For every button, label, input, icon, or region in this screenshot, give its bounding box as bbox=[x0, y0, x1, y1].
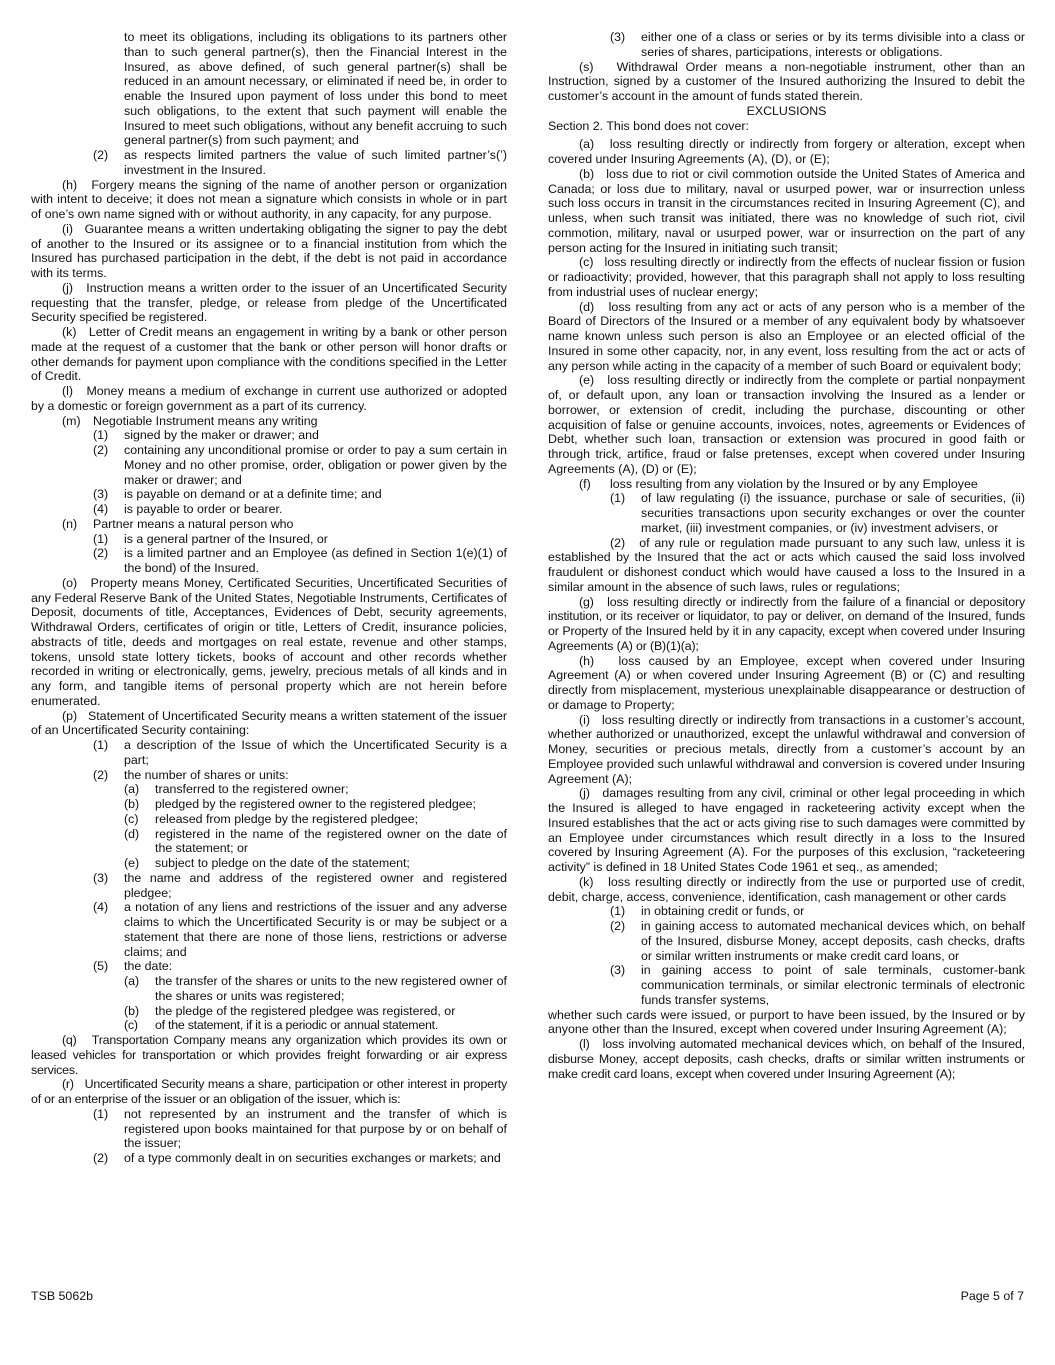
definition-r: (r) Uncertificated Security means a share, participation or other interest in property of or an enterprise of the issuer or an obligation of the issuer, which is: bbox=[31, 1077, 507, 1106]
item-text: a notation of any liens and restrictions of the issuer and any adverse claims to which the Uncertificated Security is or may be subject or a statement that there are none of those liens, restrictions or adverse claims; and bbox=[124, 900, 507, 959]
definition-o: (o) Property means Money, Certificated Securities, Uncertificated Securities of any Federal Reserve Bank of the United States, Negotiable Instruments, Certificates of Deposit, documents of title, Acceptances, Evidences of Debt, security agreements, Withdrawal Orders, certificates of origin or title, Letters of Credit, insurance policies, abstracts of title, deeds and mortgages on real estate, revenue and other stamps, tokens, unsold state lottery tickets, books of account and other records whether recorded in writing or electronically, gems, jewelry, precious metals of all kinds and in any form, and tangible items of personal property which are not herein before enumerated. bbox=[31, 575, 507, 708]
item-number: (d) bbox=[124, 826, 140, 841]
exclusion-g: (g) loss resulting directly or indirectly from the failure of a financial or depository institution, or its receiver or liquidator, to pay or deliver, on demand of the Insured, funds or Property of the Insured held by it in any capacity, except when covered under Insuring Agreements (A) or (B)(1)(a); bbox=[548, 594, 1025, 653]
item-number: (b) bbox=[124, 1003, 140, 1018]
sub-list-item bbox=[124, 782, 507, 797]
item-text: signed by the maker or drawer; and bbox=[124, 428, 319, 443]
item-number: (5) bbox=[93, 959, 109, 974]
item-number: (1) bbox=[93, 1106, 109, 1121]
clause-text: loss resulting from any violation by the Insured or by any Employee bbox=[610, 476, 978, 491]
paragraph-g1-continuation: to meet its obligations, including its obligations to its partners other than to such general partner(s), then the Financial Interest in the Insured, as above defined, of such general partner(s) shall be reduced in an amount necessary, or eliminated if need be, in order to enable the Insured upon payment of loss under this bond to meet such obligations, to the extent that such payment will enable the Insured to meet such obligations, without any benefit accruing to such general partner(s) from such payment; and bbox=[124, 30, 507, 148]
item-text: the number of shares or units: bbox=[124, 767, 289, 782]
definition-i: (i) Guarantee means a written undertaking obligating the signer to pay the debt of another to the Insured or its assignee or to a financial institution from which the Insured has purchased participation in the debt, if the debt is not paid in accordance with its terms. bbox=[31, 221, 507, 280]
item-text: a description of the Issue of which the Uncertificated Security is a part; bbox=[124, 738, 507, 767]
exclusion-k-tail: whether such cards were issued, or purport to have been issued, by the Insured or by anyone other than the Insured, except when covered under Insuring Agreement (A); bbox=[548, 1007, 1025, 1037]
clause-text: as respects limited partners the value of such limited partner’s(’) investment in the Insured. bbox=[124, 148, 507, 177]
item-text: of law regulating (i) the issuance, purchase or sale of securities, (ii) securities transactions upon security exchanges or over the counter market, (iii) investment companies, or (iv) investment advisers, or bbox=[641, 491, 1025, 535]
item-number: (4) bbox=[93, 900, 109, 915]
definition-h: (h) Forgery means the signing of the name of another person or organization with intent to deceive; it does not mean a signature which consists in whole or in part of one’s own name signed with or without authority, in any capacity, for any purpose. bbox=[31, 177, 507, 221]
clause-r3 bbox=[610, 30, 1025, 60]
item-text: released from pledge by the registered pledgee; bbox=[155, 811, 419, 826]
item-text: in obtaining credit or funds, or bbox=[641, 904, 805, 919]
exclusion-d: (d) loss resulting from any act or acts of any person who is a member of the Board of Directors of the Insured or a member of any equivalent body by whatsoever name known unless such person is also an Employee or an elected official of the Insured in some other capacity, nor, in any event, loss resulting from the act or acts of any person while acting in the capacity of a member of such Board or equivalent body; bbox=[548, 299, 1025, 373]
item-text: transferred to the registered owner; bbox=[155, 782, 349, 797]
list-item bbox=[93, 900, 507, 959]
sub-list-item bbox=[124, 812, 507, 827]
item-text: the date: bbox=[124, 959, 173, 974]
item-number: (1) bbox=[610, 904, 626, 919]
item-text: of a type commonly dealt in on securities exchanges or markets; and bbox=[124, 1151, 501, 1165]
item-number: (e) bbox=[124, 856, 140, 870]
item-number: (3) bbox=[610, 30, 626, 44]
list-item bbox=[93, 443, 507, 487]
list-item bbox=[610, 904, 1025, 919]
item-text: in gaining access to point of sale terminals, customer-bank communication terminals, or similar electronic terminals of electronic funds transfer systems, bbox=[641, 963, 1025, 1007]
list-item bbox=[93, 502, 507, 517]
definition-l: (l) Money means a medium of exchange in current use authorized or adopted by a domestic or foreign government as a part of its currency. bbox=[31, 384, 507, 413]
exclusion-h: (h) loss caused by an Employee, except when covered under Insuring Agreement (A) or when covered under Insuring Agreement (B) or (C) and resulting directly from misplacement, mysterious unexplainable disappearance or destruction of or damage to Property; bbox=[548, 653, 1025, 712]
definition-k: (k) Letter of Credit means an engagement in writing by a bank or other person made at the request of a customer that the bank or other person will honor drafts or other demands for payment upon compliance with the conditions specified in the Letter of Credit. bbox=[31, 325, 507, 384]
exclusion-e: (e) loss resulting directly or indirectly from the complete or partial nonpayment of, or default upon, any loan or transaction involving the Insured as a lender or borrower, or extension of credit, including the purchase, discounting or other acquisition of false or genuine accounts, invoices, notes, agreements or Evidences of Debt, whether such loan, transaction or extension was procured in good faith or through trick, artifice, fraud or false pretenses, except when covered under Insuring Agreements (A), (D) or (E); bbox=[548, 373, 1025, 476]
item-number: (a) bbox=[124, 974, 140, 988]
clause-number: (n) bbox=[62, 516, 78, 531]
list-item bbox=[610, 963, 1025, 1007]
exclusion-k: (k) loss resulting directly or indirectly from the use or purported use of credit, debit, charge, access, convenience, identification, cash management or other cards bbox=[548, 874, 1025, 904]
sub-list-item bbox=[124, 827, 507, 857]
clause-g2 bbox=[93, 148, 507, 178]
item-text: in gaining access to automated mechanical devices which, on behalf of the Insured, disburse Money, accept deposits, cash checks, drafts or similar written instruments or make credit card loans, or bbox=[641, 919, 1025, 963]
item-text: is payable to order or bearer. bbox=[124, 502, 283, 516]
item-text: of the statement, if it is a periodic or annual statement. bbox=[155, 1018, 439, 1033]
left-column bbox=[31, 30, 507, 1166]
item-number: (3) bbox=[93, 870, 109, 885]
item-text: the pledge of the registered pledgee was registered, or bbox=[155, 1003, 456, 1018]
exclusion-b: (b) loss due to riot or civil commotion outside the United States of America and Canada; or loss due to military, naval or usurped power, war or insurrection unless such loss occurs in transit in the circumstances recited in Insuring Agreement (C), and unless, when such transit was initiated, there was no knowledge of such riot, civil commotion, military, naval or usurped power, war or insurrection on the part of any person acting for the Insured in initiating such transit; bbox=[548, 166, 1025, 255]
sub-list-item bbox=[124, 1018, 507, 1033]
item-number: (a) bbox=[124, 782, 140, 797]
exclusion-f bbox=[579, 477, 1025, 492]
page-number: Page 5 of 7 bbox=[960, 1289, 1024, 1303]
item-text: is payable on demand or at a definite time; and bbox=[124, 487, 382, 502]
clause-number: (2) bbox=[93, 148, 109, 162]
clause-number: (f) bbox=[579, 476, 591, 491]
exclusions-heading: EXCLUSIONS bbox=[746, 103, 827, 118]
definition-s: (s) Withdrawal Order means a non-negotiable instrument, other than an Instruction, signed by a customer of the Insured authorizing the Insured to debit the customer’s account in the amount of funds stated therein. bbox=[548, 59, 1025, 103]
sub-list-item bbox=[124, 1004, 507, 1019]
clause-number: (m) bbox=[62, 413, 81, 428]
item-number: (1) bbox=[93, 428, 109, 443]
exclusion-f2: (2) of any rule or regulation made pursuant to any such law, unless it is established by the Insured that the act or acts which caused the said loss involved fraudulent or dishonest conduct which would have caused a loss to the Insured in a similar amount in the absence of such laws, rules or regulations; bbox=[548, 535, 1025, 594]
item-number: (2) bbox=[93, 767, 109, 782]
list-item bbox=[93, 487, 507, 502]
item-number: (1) bbox=[93, 531, 109, 546]
item-number: (1) bbox=[610, 491, 626, 506]
item-text: containing any unconditional promise or order to pay a sum certain in Money and no other promise, order, obligation or power given by the maker or drawer; and bbox=[124, 443, 507, 487]
list-item bbox=[93, 738, 507, 768]
item-text: is a limited partner and an Employee (as defined in Section 1(e)(1) of the bond) of the Insured. bbox=[124, 546, 507, 575]
clause-text: Negotiable Instrument means any writing bbox=[93, 413, 318, 428]
list-item bbox=[610, 491, 1025, 535]
section-2-intro: Section 2. This bond does not cover: bbox=[548, 118, 749, 133]
list-item bbox=[93, 546, 507, 576]
right-column bbox=[548, 30, 1025, 1081]
list-item bbox=[93, 959, 507, 974]
item-text: pledged by the registered owner to the registered pledgee; bbox=[155, 797, 476, 811]
item-number: (b) bbox=[124, 797, 140, 811]
item-number: (c) bbox=[124, 811, 139, 826]
exclusion-c: (c) loss resulting directly or indirectly from the effects of nuclear fission or fusion or radioactivity; provided, however, that this paragraph shall not apply to loss resulting from industrial uses of nuclear energy; bbox=[548, 255, 1025, 299]
item-text: the transfer of the shares or units to the new registered owner of the shares or units was registered; bbox=[155, 974, 507, 1003]
item-text: either one of a class or series or by its terms divisible into a class or series of shares, participations, interests or obligations. bbox=[641, 30, 1025, 59]
item-number: (4) bbox=[93, 502, 109, 516]
list-item bbox=[93, 428, 507, 443]
item-number: (3) bbox=[610, 963, 626, 978]
item-text: the name and address of the registered owner and registered pledgee; bbox=[124, 870, 507, 900]
exclusion-j: (j) damages resulting from any civil, criminal or other legal proceeding in which the Insured is alleged to have engaged in racketeering activity except when the Insured establishes that the act or acts giving rise to such damages were committed by an Employee under circumstances which result directly in a loss to the Insured covered by Insuring Agreement (A). For the purposes of this exclusion, “racketeering activity” is defined in 18 United States Code 1961 et seq., as amended; bbox=[548, 786, 1025, 874]
list-item bbox=[93, 1151, 507, 1166]
sub-list-item bbox=[124, 856, 507, 871]
item-number: (2) bbox=[93, 443, 109, 457]
clause-text: Partner means a natural person who bbox=[93, 516, 294, 531]
definition-m bbox=[62, 414, 507, 429]
definition-q: (q) Transportation Company means any organization which provides its own or leased vehicles for transportation or which provides freight forwarding or air express services. bbox=[31, 1033, 507, 1077]
list-item bbox=[93, 871, 507, 901]
item-text: not represented by an instrument and the transfer of which is registered upon books maintained for that purpose by or on behalf of the issuer; bbox=[124, 1106, 507, 1151]
item-text: registered in the name of the registered owner on the date of the statement; or bbox=[155, 826, 507, 856]
item-text: is a general partner of the Insured, or bbox=[124, 531, 328, 546]
item-number: (2) bbox=[93, 1151, 109, 1165]
exclusion-i: (i) loss resulting directly or indirectly from transactions in a customer’s account, whether authorized or unauthorized, except the unlawful withdrawal and conversion of Money, securities or precious metals, directly from a customer’s account by an Employee provided such unlawful withdrawal and conversion is covered under Insuring Agreement (A); bbox=[548, 712, 1025, 786]
definition-j: (j) Instruction means a written order to the issuer of an Uncertificated Security requesting that the transfer, pledge, or release from pledge of the Uncertificated Security specified be registered. bbox=[31, 280, 507, 325]
list-item bbox=[610, 919, 1025, 963]
item-text: subject to pledge on the date of the statement; bbox=[155, 856, 410, 870]
definition-n bbox=[62, 517, 507, 532]
sub-list-item bbox=[124, 974, 507, 1004]
exclusion-l: (l) loss involving automated mechanical devices which, on behalf of the Insured, disburse Money, accept deposits, cash checks, drafts or similar written instruments or make credit card loans, except when covered under Insuring Agreement (A); bbox=[548, 1037, 1025, 1081]
form-code: TSB 5062b bbox=[31, 1289, 93, 1303]
sub-list-item bbox=[124, 797, 507, 812]
item-number: (2) bbox=[610, 919, 626, 933]
list-item bbox=[93, 532, 507, 547]
exclusion-a: (a) loss resulting directly or indirectly from forgery or alteration, except when covered under Insuring Agreements (A), (D), or (E); bbox=[548, 137, 1025, 166]
list-item bbox=[93, 1107, 507, 1151]
definition-p: (p) Statement of Uncertificated Security means a written statement of the issuer of an Uncertificated Security containing: bbox=[31, 708, 507, 738]
list-item bbox=[93, 768, 507, 783]
item-number: (c) bbox=[124, 1018, 138, 1033]
item-number: (2) bbox=[93, 546, 109, 561]
item-number: (1) bbox=[93, 738, 109, 752]
item-number: (3) bbox=[93, 487, 109, 502]
